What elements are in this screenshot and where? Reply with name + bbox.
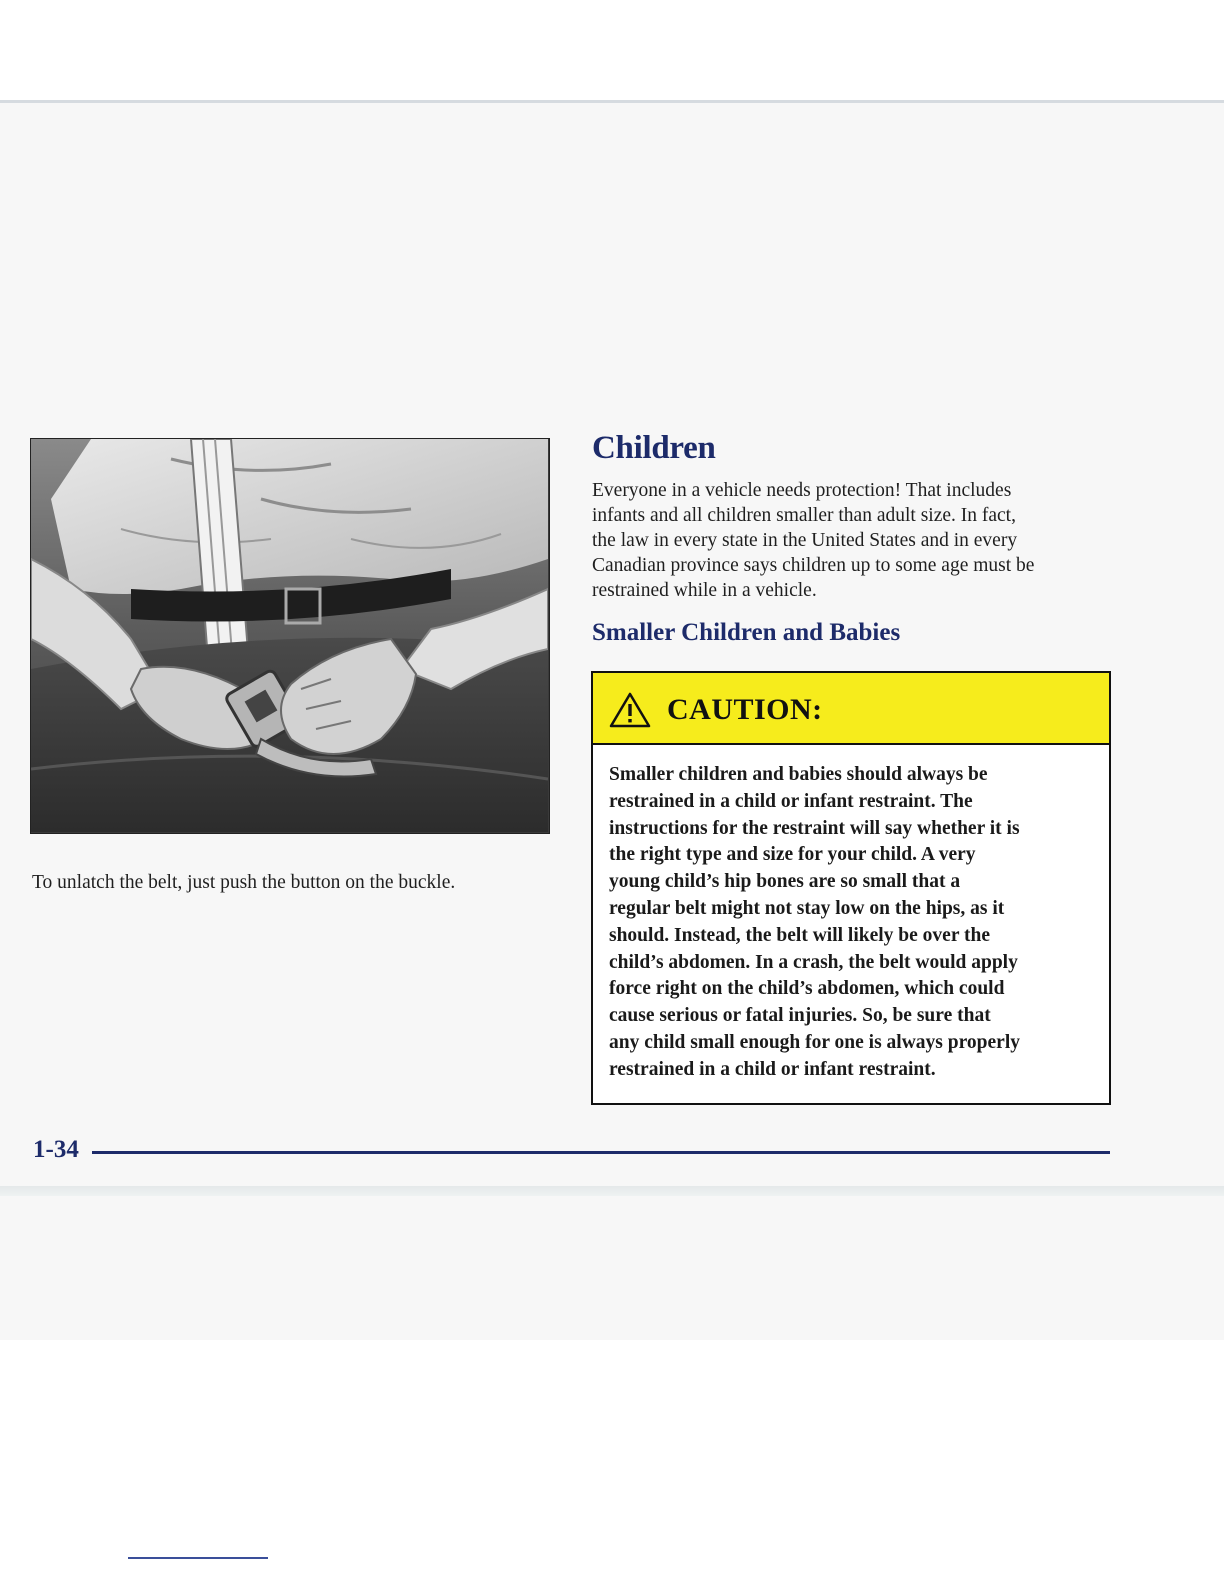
footer-rule <box>92 1151 1110 1154</box>
figure-caption: To unlatch the belt, just push the button on the buckle. <box>32 872 456 893</box>
caution-line: restrained in a child or infant restraint. The <box>609 790 973 812</box>
warning-triangle-icon <box>609 692 651 728</box>
caution-line: the right type and size for your child. A very <box>609 844 976 866</box>
caution-line: regular belt might not stay low on the hips, as it <box>609 897 1005 919</box>
band-top-edge <box>0 100 1224 103</box>
intro-line: the law in every state in the United States and in every <box>592 530 1018 551</box>
caution-line: Smaller children and babies should always be <box>609 764 988 785</box>
intro-line: Everyone in a vehicle needs protection! That includes <box>592 480 1012 501</box>
caution-line: force right on the child’s abdomen, which could <box>609 978 1005 1000</box>
caution-box <box>591 671 1111 1105</box>
band-bottom-edge <box>0 1186 1224 1196</box>
caution-line: child’s abdomen. In a crash, the belt would apply <box>609 951 1018 973</box>
caution-line: restrained in a child or infant restraint. <box>609 1058 936 1080</box>
intro-line: restrained while in a vehicle. <box>592 580 817 601</box>
bottom-rule-mark <box>128 1557 268 1559</box>
caution-title: CAUTION: <box>667 693 823 726</box>
caution-line: cause serious or fatal injuries. So, be sure that <box>609 1005 991 1027</box>
caution-text <box>609 762 1099 1084</box>
intro-line: infants and all children smaller than adult size. In fact, <box>592 505 1016 526</box>
section-title: Children <box>592 430 716 466</box>
caution-line: instructions for the restraint will say whether it is <box>609 817 1020 839</box>
seat-belt-buckle-illustration <box>30 438 550 834</box>
intro-line: Canadian province says children up to some age must be <box>592 555 1035 576</box>
caution-header <box>593 673 1109 745</box>
intro-paragraph <box>592 478 1122 603</box>
page-number: 1-34 <box>33 1136 79 1163</box>
subsection-title: Smaller Children and Babies <box>592 619 901 646</box>
caution-line: any child small enough for one is always properly <box>609 1031 1020 1053</box>
caution-line: should. Instead, the belt will likely be over the <box>609 924 991 946</box>
caution-line: young child’s hip bones are so small that a <box>609 871 961 893</box>
